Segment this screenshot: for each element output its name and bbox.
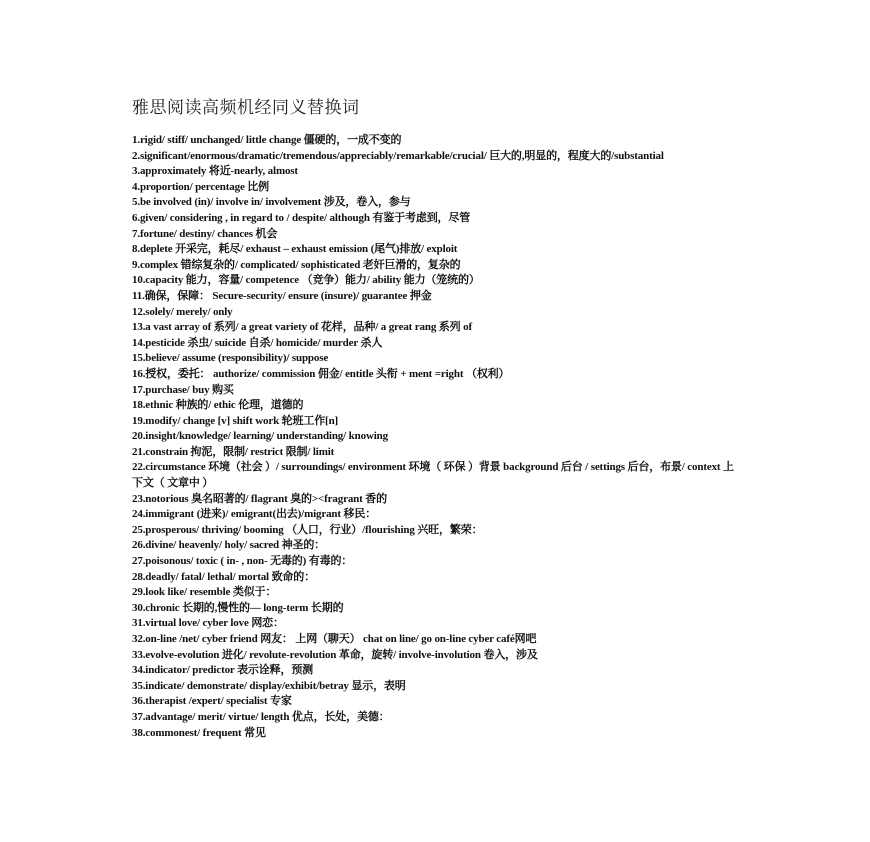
list-item: 7.fortune/ destiny/ chances 机会 [132,227,278,240]
list-item: 15.believe/ assume (responsibility)/ suppose [132,352,329,365]
list-item: 18.ethnic 种族的/ ethic 伦理，道德的 [132,399,304,412]
list-item: 29.look like/ resemble 类似于： [132,586,277,599]
list-item: 35.indicate/ demonstrate/ display/exhibit/betray 显示，表明 [132,679,406,692]
list-item: 32.on-line /net/ cyber friend 网友： 上网（聊天） chat on line/ go on-line cyber café网吧 [132,633,537,645]
list-item: 33.evolve-evolution 进化/ revolute-revolution 革命，旋转/ involve-involution 卷入，涉及 [132,648,538,661]
list-item: 34.indicator/ predictor 表示诠释，预测 [132,664,314,677]
list-item: 25.prosperous/ thriving/ booming （人口，行业）/flourishing 兴旺，繁荣： [132,523,483,536]
list-item: 8.deplete 开采完，耗尽/ exhaust – exhaust emission (尾气)排放/ exploit [132,243,458,256]
list-item: 5.be involved (in)/ involve in/ involvement 涉及，卷入，参与 [132,196,411,209]
list-item: 28.deadly/ fatal/ lethal/ mortal 致命的： [132,570,315,583]
list-item: 13.a vast array of 系列/ a great variety of 花样，品种/ a great rang 系列 of [132,321,472,334]
list-item: 27.poisonous/ toxic ( in- , non- 无毒的) 有毒的： [132,555,353,568]
list-item: 26.divine/ heavenly/ holy/ sacred 神圣的： [132,539,326,552]
list-item: 37.advantage/ merit/ virtue/ length 优点，长处，美德： [132,710,390,723]
list-item: 2.significant/enormous/dramatic/tremendous/appreciably/remarkable/crucial/ 巨大的,明显的，程度大的/substantial [132,149,664,162]
list-item: 20.insight/knowledge/ learning/ understanding/ knowing [132,430,388,443]
list-item: 12.solely/ merely/ only [132,305,233,318]
list-item: 21.constrain 拘泥，限制/ restrict 限制/ limit [132,445,335,458]
list-item: 6.given/ considering , in regard to / despite/ although 有鉴于考虑到，尽管 [132,211,471,224]
list-item: 22.circumstance 环境（社会 ）/ surroundings/ environment 环境（ 环保 ）背景 background 后台 / settings 后台，布景/ context 上下文（ 文章中 ） [132,461,734,490]
list-item: 3.approximately 将近-nearly, almost [132,165,298,178]
list-item: 38.commonest/ frequent 常见 [132,726,266,739]
list-item: 10.capacity 能力，容量/ competence （竞争）能力/ ability 能力（笼统的） [132,274,480,287]
list-item: 9.complex 错综复杂的/ complicated/ sophisticated 老奸巨滑的，复杂的 [132,258,461,271]
list-item: 14.pesticide 杀虫/ suicide 自杀/ homicide/ murder 杀人 [132,336,383,349]
list-item: 24.immigrant (进来)/ emigrant(出去)/migrant 移民： [132,508,377,521]
synonym-list [132,133,744,741]
list-item: 1.rigid/ stiff/ unchanged/ little change 僵硬的，一成不变的 [132,134,402,146]
list-item: 4.proportion/ percentage 比例 [132,180,270,193]
list-item: 19.modify/ change [v] shift work 轮班工作[n] [132,414,339,427]
list-item: 17.purchase/ buy 购买 [132,383,234,396]
document-title: 雅思阅读高频机经同义替换词 [132,98,360,117]
list-item: 16.授权，委托： authorize/ commission 佣金/ entitle 头衔 + ment =right （权利） [132,367,510,380]
list-item: 30.chronic 长期的,慢性的— long-term 长期的 [132,601,344,614]
list-item: 36.therapist /expert/ specialist 专家 [132,695,292,708]
list-item: 23.notorious 臭名昭著的/ flagrant 臭的><fragrant 香的 [132,492,387,505]
list-item: 31.virtual love/ cyber love 网恋： [132,617,284,630]
list-item: 11.确保，保障： Secure-security/ ensure (insure)/ guarantee 押金 [132,289,432,302]
